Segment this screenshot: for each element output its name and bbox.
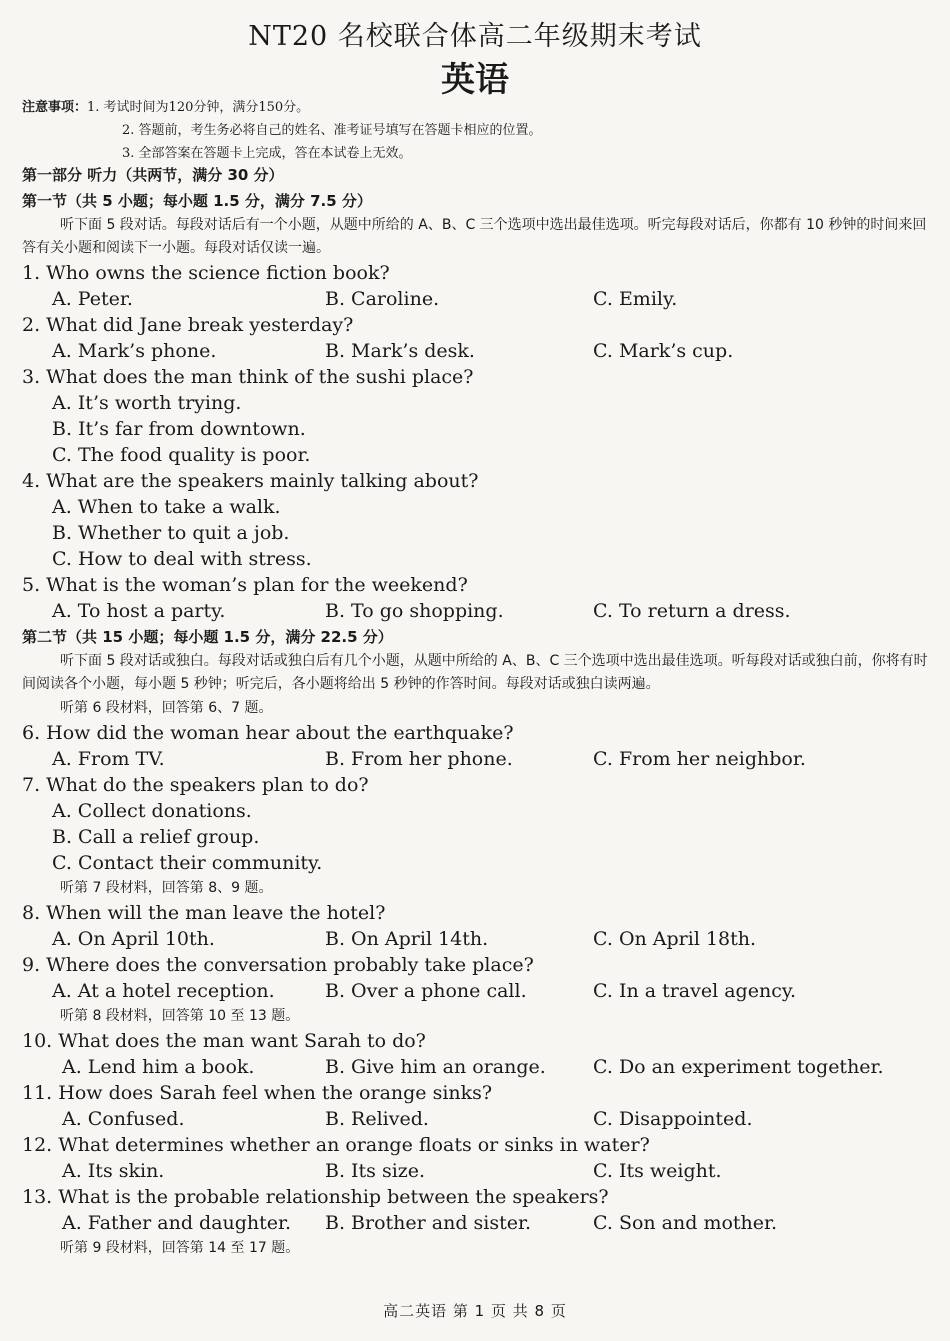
page-footer: 高二英语 第 1 页 共 8 页 xyxy=(383,1302,567,1320)
option-a: A. To host a party. xyxy=(52,600,226,622)
exam-subject: 英语 xyxy=(441,60,509,100)
material-7-hint: 听第 7 段材料，回答第 8、9 题。 xyxy=(60,880,273,896)
question-7-stem: 7. What do the speakers plan to do? xyxy=(22,774,369,796)
question-6-options xyxy=(22,746,932,772)
option-a: A. Lend him a book. xyxy=(62,1056,255,1078)
section2-instruction: 听下面 5 段对话或独白。每段对话或独白后有几个小题，从题中所给的 A、B、C 三个选项中选出最佳选项。听每段对话或独白前，你将有时间阅读各个小题，每小题 5 秒钟；听完后，各小题将给出 5 秒钟的作答时间。每段对话或独白读两遍。 xyxy=(22,653,928,692)
option-b: B. Relived. xyxy=(325,1108,429,1130)
option-a: A. When to take a walk. xyxy=(52,496,281,518)
option-b: B. To go shopping. xyxy=(325,600,504,622)
material-9-hint: 听第 9 段材料，回答第 14 至 17 题。 xyxy=(60,1240,300,1256)
exam-title: NT20 名校联合体高二年级期末考试 xyxy=(248,21,702,52)
notes-block xyxy=(22,96,932,165)
option-a: A. Collect donations. xyxy=(52,800,252,822)
option-b: B. Over a phone call. xyxy=(325,980,527,1002)
option-c: C. Mark’s cup. xyxy=(593,340,734,362)
option-b: B. Whether to quit a job. xyxy=(52,522,290,544)
option-c: C. Disappointed. xyxy=(593,1108,753,1130)
option-a: A. It’s worth trying. xyxy=(52,392,242,414)
option-c: C. From her neighbor. xyxy=(593,748,806,770)
question-11-options xyxy=(22,1106,932,1132)
question-12-stem: 12. What determines whether an orange floats or sinks in water? xyxy=(22,1134,650,1156)
notes-label: 注意事项： xyxy=(22,100,88,115)
option-b: B. Brother and sister. xyxy=(325,1212,532,1234)
question-5-options xyxy=(22,598,932,624)
option-a: A. Peter. xyxy=(52,288,133,310)
note-item-3: 3. 全部答案在答题卡上完成，答在本试卷上无效。 xyxy=(122,146,412,161)
option-b: B. Its size. xyxy=(325,1160,426,1182)
option-b: B. It’s far from downtown. xyxy=(52,418,306,440)
question-2-options xyxy=(22,338,932,364)
question-9-stem: 9. Where does the conversation probably take place? xyxy=(22,954,534,976)
option-c: C. Its weight. xyxy=(593,1160,722,1182)
option-a: A. At a hotel reception. xyxy=(52,980,275,1002)
option-c: C. On April 18th. xyxy=(593,928,757,950)
option-a: A. On April 10th. xyxy=(52,928,215,950)
question-13-stem: 13. What is the probable relationship between the speakers? xyxy=(22,1186,609,1208)
option-c: C. Son and mother. xyxy=(593,1212,778,1234)
option-b: B. Call a relief group. xyxy=(52,826,260,848)
question-13-options xyxy=(22,1210,932,1236)
question-6-stem: 6. How did the woman hear about the earthquake? xyxy=(22,722,514,744)
section1-heading: 第一节（共 5 小题；每小题 1.5 分，满分 7.5 分） xyxy=(22,192,372,210)
option-a: A. From TV. xyxy=(52,748,165,770)
question-1-options xyxy=(22,286,932,312)
question-10-options xyxy=(22,1054,932,1080)
option-c: C. How to deal with stress. xyxy=(52,548,312,570)
question-2-stem: 2. What did Jane break yesterday? xyxy=(22,314,354,336)
option-a: A. Mark’s phone. xyxy=(52,340,217,362)
option-a: A. Its skin. xyxy=(62,1160,165,1182)
question-8-options xyxy=(22,926,932,952)
question-8-stem: 8. When will the man leave the hotel? xyxy=(22,902,386,924)
note-item-1: 1. 考试时间为120分钟，满分150分。 xyxy=(87,100,310,115)
option-c: C. Contact their community. xyxy=(52,852,323,874)
material-8-hint: 听第 8 段材料，回答第 10 至 13 题。 xyxy=(60,1008,300,1024)
question-5-stem: 5. What is the woman’s plan for the weekend? xyxy=(22,574,468,596)
option-a: A. Father and daughter. xyxy=(62,1212,292,1234)
question-1-stem: 1. Who owns the science fiction book? xyxy=(22,262,390,284)
option-c: C. The food quality is poor. xyxy=(52,444,311,466)
option-b: B. From her phone. xyxy=(325,748,513,770)
question-12-options xyxy=(22,1158,932,1184)
exam-body xyxy=(22,162,932,1260)
question-4-stem: 4. What are the speakers mainly talking about? xyxy=(22,470,479,492)
option-c: C. In a travel agency. xyxy=(593,980,797,1002)
option-b: B. Caroline. xyxy=(325,288,440,310)
question-11-stem: 11. How does Sarah feel when the orange sinks? xyxy=(22,1082,493,1104)
material-6-hint: 听第 6 段材料，回答第 6、7 题。 xyxy=(60,700,273,716)
option-b: B. On April 14th. xyxy=(325,928,489,950)
question-9-options xyxy=(22,978,932,1004)
option-c: C. Do an experiment together. xyxy=(593,1056,884,1078)
note-item-2: 2. 答题前，考生务必将自己的姓名、准考证号填写在答题卡相应的位置。 xyxy=(122,123,542,138)
question-3-stem: 3. What does the man think of the sushi place? xyxy=(22,366,474,388)
option-c: C. To return a dress. xyxy=(593,600,791,622)
part1-heading: 第一部分 听力（共两节，满分 30 分） xyxy=(22,166,284,184)
question-10-stem: 10. What does the man want Sarah to do? xyxy=(22,1030,426,1052)
option-c: C. Emily. xyxy=(593,288,678,310)
option-b: B. Give him an orange. xyxy=(325,1056,546,1078)
section2-heading: 第二节（共 15 小题；每小题 1.5 分，满分 22.5 分） xyxy=(22,628,393,646)
option-a: A. Confused. xyxy=(62,1108,185,1130)
option-b: B. Mark’s desk. xyxy=(325,340,475,362)
section1-instruction: 听下面 5 段对话。每段对话后有一个小题，从题中所给的 A、B、C 三个选项中选出最佳选项。听完每段对话后，你都有 10 秒钟的时间来回答有关小题和阅读下一小题。每段对话仅读一遍。 xyxy=(22,217,927,256)
